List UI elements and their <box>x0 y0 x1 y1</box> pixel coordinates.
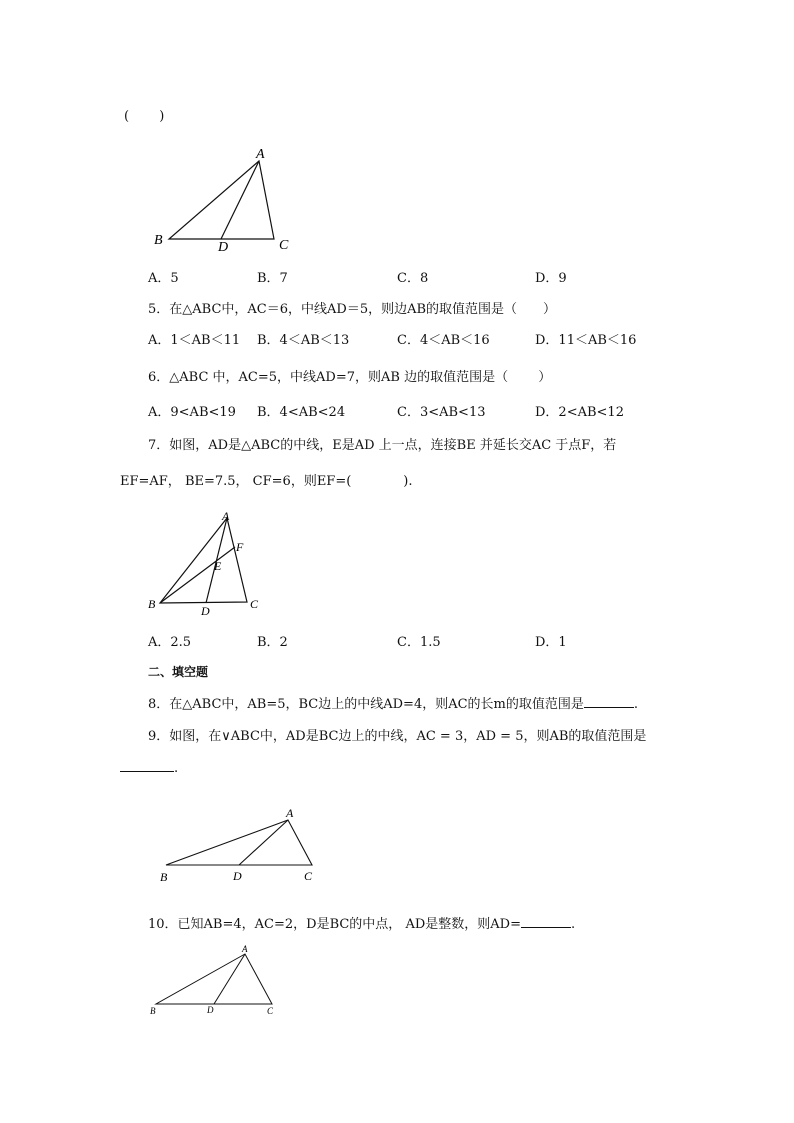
q4-option-c[interactable]: C．8 <box>397 271 429 286</box>
section-title: 二、填空题 <box>148 665 209 679</box>
q4-option-d[interactable]: D．9 <box>535 271 567 286</box>
q4-label-c: C <box>279 238 289 253</box>
q10-label-a: A <box>242 944 248 954</box>
q7-option-c[interactable]: C．1.5 <box>397 635 441 650</box>
q7-label-a: A <box>222 509 230 523</box>
q7-segment-bf <box>160 547 235 603</box>
q7-stem-line2: EF=AF， BE=7.5， CF=6，则EF=( ). <box>120 474 413 489</box>
q10-answer-blank[interactable] <box>521 926 571 928</box>
q4-option-a[interactable]: A．5 <box>148 271 179 286</box>
q10-median-ad <box>214 954 245 1004</box>
q9-stem-line1: 9．如图，在∨ABC中，AD是BC边上的中线，AC = 3，AD = 5，则AB的取值范围是 <box>148 729 647 744</box>
q9-label-a: A <box>286 806 294 820</box>
q6-stem: 6．△ABC 中，AC=5，中线AD=7，则AB 边的取值范围是（ ） <box>148 370 552 385</box>
q6-option-c[interactable]: C．3<AB<13 <box>397 405 486 420</box>
q9-triangle <box>166 820 312 865</box>
q10-triangle <box>156 954 272 1004</box>
q9-stem-end: . <box>174 761 179 776</box>
q6-option-d[interactable]: D．2<AB<12 <box>535 405 624 420</box>
q5-option-a[interactable]: A．1＜AB＜11 <box>148 333 241 348</box>
q7-triangle <box>160 518 247 603</box>
q5-option-c[interactable]: C．4＜AB＜16 <box>397 333 490 348</box>
q7-option-b[interactable]: B．2 <box>257 635 288 650</box>
q10-stem <box>148 918 575 931</box>
q7-label-e: E <box>214 559 222 573</box>
q4-triangle <box>169 161 274 239</box>
q9-median-ad <box>239 820 288 865</box>
q10-stem-text: 10．已知AB=4，AC=2，D是BC的中点， AD是整数，则AD= <box>148 917 521 932</box>
q5-option-b[interactable]: B．4＜AB＜13 <box>257 333 350 348</box>
q10-label-c: C <box>267 1006 274 1016</box>
q8-stem-end: . <box>633 697 639 712</box>
q6-option-b[interactable]: B．4<AB<24 <box>257 405 346 420</box>
q6-option-a[interactable]: A．9<AB<19 <box>148 405 236 420</box>
q9-stem-line2 <box>120 762 178 775</box>
q7-option-a[interactable]: A．2.5 <box>148 635 192 650</box>
answer-bracket: ( ) <box>124 109 165 124</box>
q4-label-a: A <box>256 147 265 162</box>
q7-label-d: D <box>201 604 210 618</box>
q8-stem-text: 8．在△ABC中，AB=5，BC边上的中线AD=4，则AC的长m的取值范围是 <box>148 697 584 712</box>
q8-answer-blank[interactable] <box>584 706 634 708</box>
q8-stem <box>148 698 638 711</box>
q4-median-ad <box>221 161 259 239</box>
q9-answer-blank[interactable] <box>120 770 174 772</box>
q7-median-ad <box>206 518 227 603</box>
q7-label-c: C <box>250 597 259 611</box>
q7-label-b: B <box>148 597 156 611</box>
q9-label-d: D <box>233 869 242 883</box>
q4-label-d: D <box>218 240 229 255</box>
q9-label-b: B <box>160 870 168 884</box>
q10-label-d: D <box>207 1005 214 1015</box>
q4-label-b: B <box>154 233 163 248</box>
q7-label-f: F <box>236 540 244 554</box>
q10-label-b: B <box>150 1006 156 1016</box>
q9-label-c: C <box>304 869 313 883</box>
q10-stem-end: . <box>570 917 576 932</box>
q7-stem-line1: 7．如图，AD是△ABC的中线，E是AD 上一点，连接BE 并延长交AC 于点F，若 <box>148 438 617 453</box>
q5-option-d[interactable]: D．11＜AB＜16 <box>535 333 637 348</box>
q5-stem: 5．在△ABC中，AC＝6，中线AD＝5，则边AB的取值范围是（ ） <box>148 302 557 317</box>
q7-option-d[interactable]: D．1 <box>535 635 567 650</box>
q4-option-b[interactable]: B．7 <box>257 271 288 286</box>
